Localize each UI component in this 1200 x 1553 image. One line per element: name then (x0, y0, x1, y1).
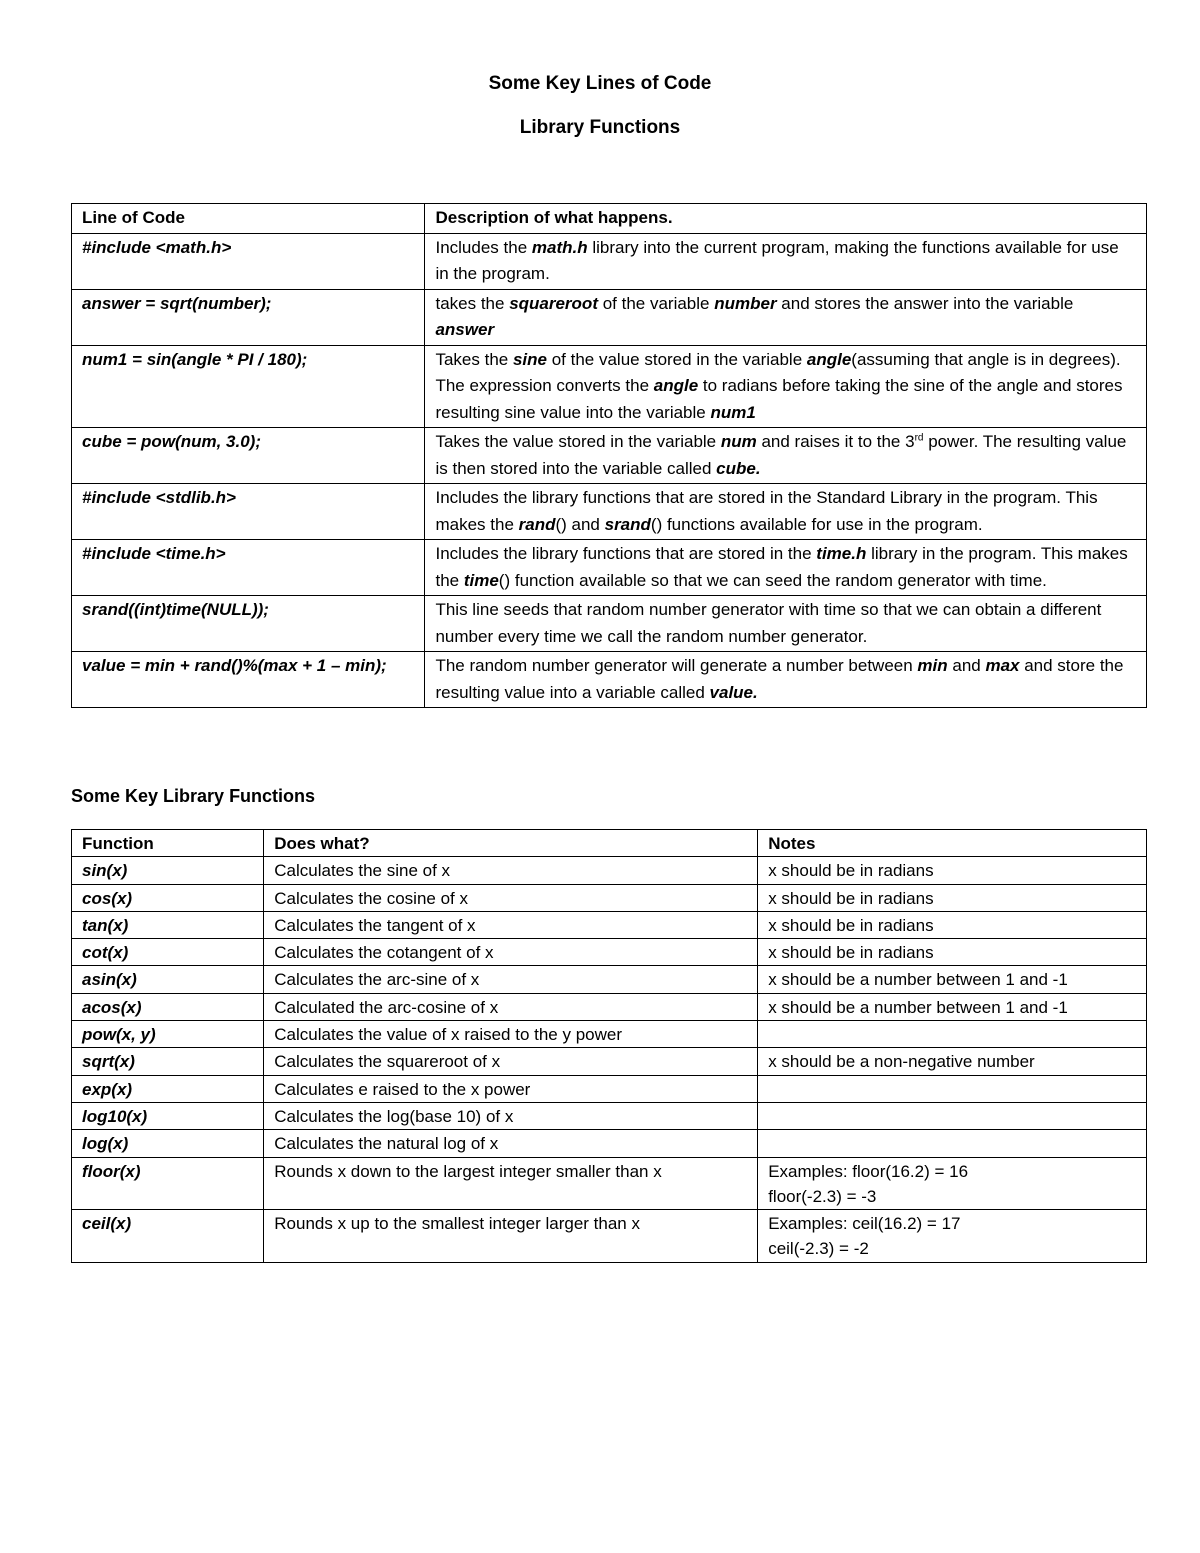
notes-line: x should be in radians (768, 888, 934, 908)
emphasized-term: num (720, 432, 757, 451)
function-name-cell: log(x) (72, 1130, 264, 1157)
page-subtitle: Library Functions (519, 117, 681, 138)
table-row (72, 428, 1147, 484)
description-text: Includes the library functions that are stored in the Standard Library in the program. This makes the (435, 488, 1098, 534)
function-name-cell: acos(x) (72, 993, 264, 1020)
column-header-line-of-code: Line of Code (72, 204, 425, 234)
emphasized-term: srand (604, 514, 651, 534)
notes-line (768, 1022, 1136, 1047)
notes-cell (758, 1102, 1147, 1129)
description-cell (425, 233, 1147, 289)
code-line-cell: answer = sqrt(number); (72, 289, 425, 345)
table-row (72, 1048, 1147, 1075)
notes-line: x should be in radians (768, 861, 934, 881)
emphasized-term: number (714, 293, 777, 313)
description-text: of the value stored in the variable (547, 349, 807, 369)
notes-cell (758, 1157, 1147, 1210)
table-row (72, 540, 1147, 596)
description-text: () and (555, 514, 605, 534)
code-line-cell: #include <stdlib.h> (72, 484, 425, 540)
code-line-cell: value = min + rand()%(max + 1 – min); (72, 652, 425, 708)
notes-line: ceil(-2.3) = -2 (768, 1239, 869, 1259)
emphasized-term: time.h (816, 544, 867, 563)
does-what-cell: Rounds x up to the smallest integer larger than x (264, 1210, 758, 1263)
description-text: Takes the value stored in the variable (435, 432, 721, 451)
notes-line: x should be in radians (768, 943, 934, 963)
function-name-cell: log10(x) (72, 1102, 264, 1129)
description-text: () function available so that we can seed the random generator with time. (498, 570, 1047, 590)
emphasized-term: angle (806, 349, 852, 369)
emphasized-term: max (985, 656, 1020, 675)
notes-cell (758, 857, 1147, 884)
description-text: The random number generator will generate a number between (435, 656, 918, 675)
description-text: This line seeds that random number generator with time so that we can obtain a different number every time we call the random number generator. (435, 600, 1102, 646)
notes-line (768, 1104, 1136, 1129)
notes-cell (758, 993, 1147, 1020)
notes-cell (758, 911, 1147, 938)
description-text: () functions available for use in the program. (650, 514, 983, 534)
description-text: and stores the answer into the variable (776, 293, 1074, 313)
description-text: takes the (435, 293, 510, 313)
notes-line: x should be in radians (768, 915, 934, 935)
notes-cell (758, 966, 1147, 993)
notes-line (768, 1077, 1136, 1102)
function-name-cell: exp(x) (72, 1075, 264, 1102)
emphasized-term: math.h (531, 237, 588, 257)
table-row (72, 884, 1147, 911)
emphasized-term: cube. (716, 458, 761, 478)
code-lines-table (71, 203, 1147, 708)
does-what-cell: Calculates the natural log of x (264, 1130, 758, 1157)
library-functions-table (71, 829, 1147, 1263)
function-name-cell: pow(x, y) (72, 1021, 264, 1048)
description-text: library in the program. This makes the (435, 544, 1128, 590)
table-row (72, 1021, 1147, 1048)
description-text: and raises it to the 3 (756, 432, 915, 451)
function-name-cell: cos(x) (72, 884, 264, 911)
table-row (72, 1210, 1147, 1263)
notes-cell (758, 1210, 1147, 1263)
does-what-cell: Calculates the sine of x (264, 857, 758, 884)
table-row (72, 652, 1147, 708)
emphasized-term: rand (518, 514, 556, 534)
table-row (72, 1157, 1147, 1210)
table-row (72, 484, 1147, 540)
notes-line: x should be a number between 1 and -1 (768, 970, 1068, 990)
table-row (72, 289, 1147, 345)
description-text: and (947, 656, 986, 675)
table-header-row (72, 830, 1147, 857)
section-heading: Some Key Library Functions (71, 786, 316, 806)
notes-line: Examples: floor(16.2) = 16 (768, 1161, 969, 1181)
description-cell (425, 652, 1147, 708)
does-what-cell: Rounds x down to the largest integer smaller than x (264, 1157, 758, 1210)
code-line-cell: #include <time.h> (72, 540, 425, 596)
emphasized-term: value. (709, 682, 758, 702)
table-row (72, 939, 1147, 966)
description-cell (425, 484, 1147, 540)
description-text: Includes the library functions that are stored in the (435, 544, 817, 563)
description-text: Takes the (435, 349, 513, 369)
description-text: library into the current program, making the functions available for use in the program. (435, 237, 1119, 283)
column-header-notes: Notes (758, 830, 1147, 857)
code-line-cell: srand((int)time(NULL)); (72, 596, 425, 652)
emphasized-term: sine (512, 349, 547, 369)
code-line-cell: num1 = sin(angle * PI / 180); (72, 345, 425, 428)
function-name-cell: sqrt(x) (72, 1048, 264, 1075)
emphasized-term: num1 (710, 402, 756, 422)
function-name-cell: asin(x) (72, 966, 264, 993)
page-title: Some Key Lines of Code (488, 73, 712, 94)
notes-line: x should be a non-negative number (768, 1052, 1035, 1072)
table-row (72, 857, 1147, 884)
description-text: and store the resulting value into a variable called (435, 656, 1124, 702)
notes-cell (758, 1130, 1147, 1157)
description-text: (assuming that angle is in degrees). The expression converts the (435, 349, 1121, 395)
does-what-cell: Calculates e raised to the x power (264, 1075, 758, 1102)
table-row (72, 233, 1147, 289)
description-text: power. The resulting value is then stored into the variable called (435, 432, 1127, 478)
notes-line: Examples: ceil(16.2) = 17 (768, 1214, 961, 1234)
description-text: Includes the (435, 237, 532, 257)
code-line-cell: #include <math.h> (72, 233, 425, 289)
table-row (72, 345, 1147, 428)
notes-cell (758, 884, 1147, 911)
function-name-cell: floor(x) (72, 1157, 264, 1210)
table-row (72, 993, 1147, 1020)
notes-cell (758, 1075, 1147, 1102)
description-text: rd (914, 432, 924, 444)
emphasized-term: min (917, 656, 948, 675)
column-header-description: Description of what happens. (425, 204, 1147, 234)
description-cell (425, 596, 1147, 652)
notes-line: x should be a number between 1 and -1 (768, 997, 1068, 1017)
column-header-function: Function (72, 830, 264, 857)
emphasized-term: time (463, 570, 499, 590)
notes-cell (758, 1021, 1147, 1048)
description-cell (425, 428, 1147, 484)
emphasized-term: angle (653, 376, 699, 395)
does-what-cell: Calculates the tangent of x (264, 911, 758, 938)
does-what-cell: Calculates the arc-sine of x (264, 966, 758, 993)
does-what-cell: Calculates the cosine of x (264, 884, 758, 911)
description-cell (425, 289, 1147, 345)
notes-line: floor(-2.3) = -3 (768, 1186, 877, 1206)
code-line-cell: cube = pow(num, 3.0); (72, 428, 425, 484)
emphasized-term: answer (435, 320, 495, 339)
table-row (72, 1075, 1147, 1102)
function-name-cell: tan(x) (72, 911, 264, 938)
table-header-row (72, 204, 1147, 234)
does-what-cell: Calculates the cotangent of x (264, 939, 758, 966)
description-cell (425, 345, 1147, 428)
function-name-cell: sin(x) (72, 857, 264, 884)
does-what-cell: Calculates the value of x raised to the y power (264, 1021, 758, 1048)
table-row (72, 596, 1147, 652)
does-what-cell: Calculates the squareroot of x (264, 1048, 758, 1075)
description-text: to radians before taking the sine of the angle and stores resulting sine value into the variable (435, 376, 1123, 422)
does-what-cell: Calculates the log(base 10) of x (264, 1102, 758, 1129)
does-what-cell: Calculated the arc-cosine of x (264, 993, 758, 1020)
notes-cell (758, 1048, 1147, 1075)
table-row (72, 911, 1147, 938)
notes-line (768, 1131, 1136, 1156)
table-row (72, 1130, 1147, 1157)
table-row (72, 966, 1147, 993)
emphasized-term: squareroot (509, 293, 598, 313)
function-name-cell: ceil(x) (72, 1210, 264, 1263)
table-row (72, 1102, 1147, 1129)
description-text: of the variable (597, 293, 715, 313)
function-name-cell: cot(x) (72, 939, 264, 966)
column-header-does-what: Does what? (264, 830, 758, 857)
notes-cell (758, 939, 1147, 966)
description-cell (425, 540, 1147, 596)
